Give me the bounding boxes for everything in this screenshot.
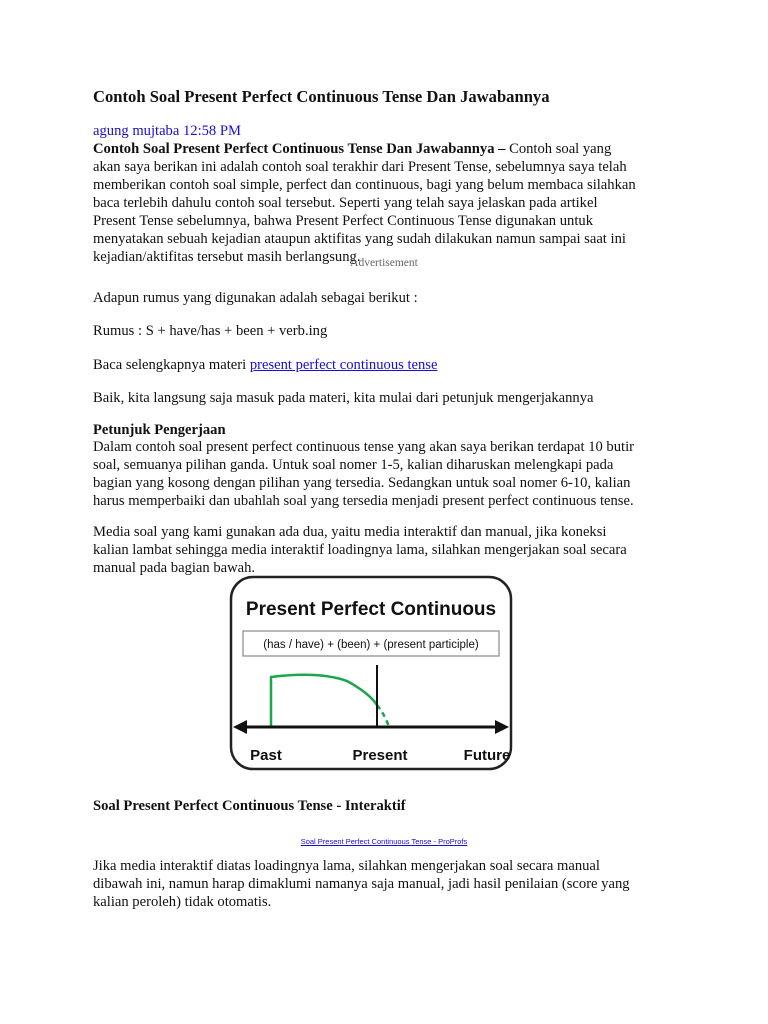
label-past: Past <box>250 747 282 764</box>
rumus-formula: Rumus : S + have/has + been + verb.ing <box>93 323 328 339</box>
label-present: Present <box>352 747 408 764</box>
intro-line-4: baca terlebih dahulu contoh soal tersebut. Seperti yang telah saya jelaskan pada artikel <box>93 195 598 211</box>
advertisement-label: Advertisement <box>350 257 418 269</box>
label-future: Future <box>463 747 511 764</box>
closing-line-2: dibawah ini, namun harap dimaklumi namanya saja manual, jadi hasil penilaian (score yang <box>93 876 630 892</box>
petunjuk-heading: Petunjuk Pengerjaan <box>93 422 226 438</box>
intro-line-6: menyatakan sebuah kejadian ataupun aktifitas yang sudah dilakukan namun sampai saat ini <box>93 231 626 247</box>
baca-prefix: Baca selengkapnya materi <box>93 357 250 373</box>
intro-line-2: akan saya berikan ini adalah contoh soal terakhir dari Present Tense, sebelumnya saya telah <box>93 159 627 175</box>
intro-line-7: kejadian/aktifitas tersebut masih berlangsung. <box>93 249 361 265</box>
petunjuk-line-2: soal, semuanya pilihan ganda. Untuk soal nomer 1-5, kalian diharuskan melengkapi pada <box>93 457 614 473</box>
soal-heading: Soal Present Perfect Continuous Tense - Interaktif <box>93 798 406 814</box>
media-line-2: kalian lambat sehingga media interaktif loadingnya lama, silahkan mengerjakan soal secara <box>93 542 627 558</box>
petunjuk-line-1: Dalam contoh soal present perfect continuous tense yang akan saya berikan terdapat 10 butir <box>93 439 634 455</box>
diagram-title: Present Perfect Continuous <box>245 599 497 620</box>
closing-line-1: Jika media interaktif diatas loadingnya lama, silahkan mengerjakan soal secara manual <box>93 858 600 874</box>
baca-paragraph <box>93 356 693 374</box>
materi-link[interactable]: present perfect continuous tense <box>249 357 438 373</box>
petunjuk-line-4: harus memperbaiki dan ubahlah soal yang tersedia menjadi present perfect continuous tense. <box>93 493 634 509</box>
petunjuk-line-3: bagian yang kosong dengan pilihan yang tersedia. Sedangkan untuk soal nomer 6-10, kalian <box>93 475 631 491</box>
closing-line-3: kalian peroleh) tidak otomatis. <box>93 894 272 910</box>
proprofs-link[interactable]: Soal Present Perfect Continuous Tense - ProProfs <box>300 837 468 846</box>
intro-bold-title: Contoh Soal Present Perfect Continuous Tense Dan Jawabannya – <box>93 141 506 157</box>
closing-paragraph <box>93 857 693 911</box>
intro-line-1: Contoh soal yang <box>505 141 612 157</box>
rumus-intro: Adapun rumus yang digunakan adalah sebagai berikut : <box>93 290 418 306</box>
petunjuk-paragraph <box>93 438 693 510</box>
intro-paragraph <box>93 140 693 266</box>
proprofs-link-wrap <box>0 837 768 846</box>
article-meta <box>93 122 241 140</box>
media-line-3: manual pada bagian bawah. <box>93 560 256 576</box>
tense-diagram <box>229 575 513 776</box>
tense-diagram-svg <box>229 575 513 771</box>
article-title: Contoh Soal Present Perfect Continuous Tense Dan Jawabannya <box>93 87 550 106</box>
author-time-link[interactable]: agung mujtaba 12:58 PM <box>93 123 241 139</box>
media-line-1: Media soal yang kami gunakan ada dua, yaitu media interaktif dan manual, jika koneksi <box>93 524 607 540</box>
intro-line-3: memberikan contoh soal simple, perfect dan continuous, bagi yang belum membaca silahkan <box>93 177 636 193</box>
diagram-formula: (has / have) + (been) + (present participle) <box>263 639 479 651</box>
langsung-paragraph: Baik, kita langsung saja masuk pada materi, kita mulai dari petunjuk mengerjakannya <box>93 390 594 406</box>
intro-line-5: Present Tense sebelumnya, bahwa Present Perfect Continuous Tense digunakan untuk <box>93 213 593 229</box>
media-paragraph <box>93 523 693 577</box>
